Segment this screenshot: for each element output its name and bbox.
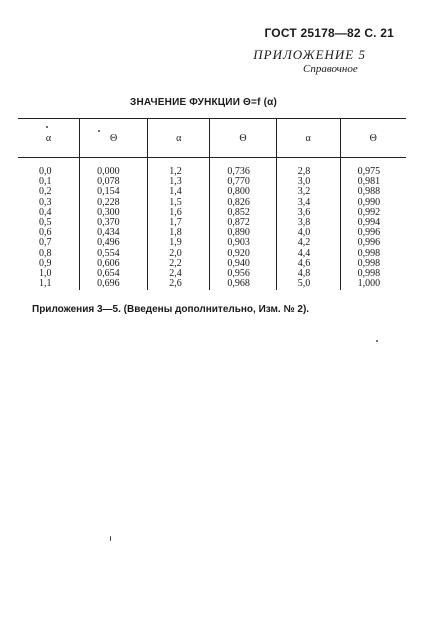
table-cell-alpha: 3,2 [297,186,311,198]
appendix-title: ПРИЛОЖЕНИЕ 5 [253,47,366,62]
table-cell-alpha: 0,7 [39,237,52,249]
table-cell-alpha: 1,9 [169,237,182,249]
table-cell-alpha: 1,3 [169,176,182,188]
table-cell-alpha: 1,8 [169,227,182,239]
table-cell-alpha: 0,8 [39,247,52,259]
scan-speck [46,126,48,128]
table-cell-theta: 0,606 [97,257,120,269]
function-table [18,118,406,290]
table-cell-alpha: 0,5 [39,217,52,229]
table-cell-alpha: 4,6 [297,257,311,269]
table-cell-alpha: 0,1 [39,176,52,188]
table-cell-theta: 0,940 [227,257,250,269]
table-cell-theta: 0,981 [357,176,381,188]
table-cell-alpha: 0,6 [39,227,52,239]
table-cell-theta: 0,554 [97,247,120,259]
table-cell-alpha: 2,6 [169,278,182,290]
table-cell-alpha: 3,6 [297,206,311,218]
table-cell-theta: 0,903 [227,237,250,249]
table-cell-theta: 0,968 [227,278,250,290]
table-cell-theta: 0,434 [97,227,120,239]
column-header-alpha-1: α [18,119,80,158]
table-cell-alpha: 0,2 [39,186,52,198]
table-cell-theta: 0,800 [227,186,250,198]
table-cell-theta: 0,994 [357,217,381,229]
table-cell-theta: 0,956 [227,268,250,280]
table-cell-theta: 0,826 [227,196,250,208]
table-cell-theta: 0,998 [357,257,381,269]
table-cell-alpha: 2,0 [169,247,182,259]
table-cell-theta: 0,998 [357,247,381,259]
table-cell-theta: 0,890 [227,227,250,239]
scan-speck [376,340,378,342]
table-cell-theta: 0,996 [357,227,381,239]
table-cell-alpha: 0,4 [39,206,52,218]
table-cell-alpha: 1,7 [169,217,182,229]
standard-reference: ГОСТ 25178—82 С. 21 [264,26,394,40]
table-cell-alpha: 2,4 [169,268,182,280]
scan-speck [110,536,111,541]
table-cell-theta: 0,992 [357,206,381,218]
table-cell-alpha: 3,4 [297,196,311,208]
table-cell-theta: 0,300 [97,206,120,218]
table-cell-alpha: 1,1 [39,278,52,290]
theta-column-3 [340,158,406,291]
table-cell-theta: 0,770 [227,176,250,188]
column-header-alpha-3: α [276,119,340,158]
table-cell-theta: 1,000 [357,278,381,290]
table-cell-alpha: 4,8 [297,268,311,280]
function-table-wrapper [18,118,406,290]
table-cell-alpha: 4,0 [297,227,311,239]
table-cell-alpha: 3,0 [297,176,311,188]
table-cell-alpha: 4,4 [297,247,311,259]
column-header-theta-1: Θ [80,119,148,158]
theta-column-1 [80,158,148,291]
table-cell-theta: 0,370 [97,217,120,229]
alpha-column-3 [276,158,340,291]
table-cell-alpha: 1,2 [169,166,182,177]
table-cell-alpha: 1,6 [169,206,182,218]
table-cell-alpha: 1,5 [169,196,182,208]
table-cell-theta: 0,996 [357,237,381,249]
table-cell-theta: 0,078 [97,176,120,188]
table-body-row [18,158,406,291]
appendix-note: Приложения 3—5. (Введены дополнительно, Изм. № 2). [32,304,310,315]
alpha-column-1 [18,158,80,291]
table-cell-theta: 0,228 [97,196,120,208]
table-cell-theta: 0,975 [357,166,381,177]
column-header-theta-3: Θ [340,119,406,158]
table-cell-alpha: 0,9 [39,257,52,269]
column-header-theta-2: Θ [210,119,276,158]
table-cell-theta: 0,990 [357,196,381,208]
column-header-alpha-2: α [148,119,210,158]
table-cell-alpha: 5,0 [297,278,311,290]
table-cell-alpha: 3,8 [297,217,311,229]
table-title: ЗНАЧЕНИЕ ФУНКЦИИ Θ=f (α) [130,97,277,108]
table-cell-theta: 0,154 [97,186,120,198]
table-cell-alpha: 2,2 [169,257,182,269]
table-cell-alpha: 1,4 [169,186,182,198]
table-cell-theta: 0,654 [97,268,120,280]
table-cell-theta: 0,988 [357,186,381,198]
theta-column-2 [210,158,276,291]
table-cell-alpha: 4,2 [297,237,311,249]
table-cell-theta: 0,696 [97,278,120,290]
table-header-row [18,119,406,158]
table-cell-theta: 0,872 [227,217,250,229]
scan-speck [98,130,100,132]
table-cell-alpha: 0,0 [39,166,52,177]
appendix-type: Справочное [303,63,358,75]
table-cell-alpha: 0,3 [39,196,52,208]
alpha-column-2 [148,158,210,291]
table-cell-theta: 0,998 [357,268,381,280]
table-cell-alpha: 2,8 [297,166,311,177]
table-cell-theta: 0,736 [227,166,250,177]
table-cell-theta: 0,000 [97,166,120,177]
table-cell-alpha: 1,0 [39,268,52,280]
table-cell-theta: 0,496 [97,237,120,249]
table-cell-theta: 0,852 [227,206,250,218]
table-cell-theta: 0,920 [227,247,250,259]
